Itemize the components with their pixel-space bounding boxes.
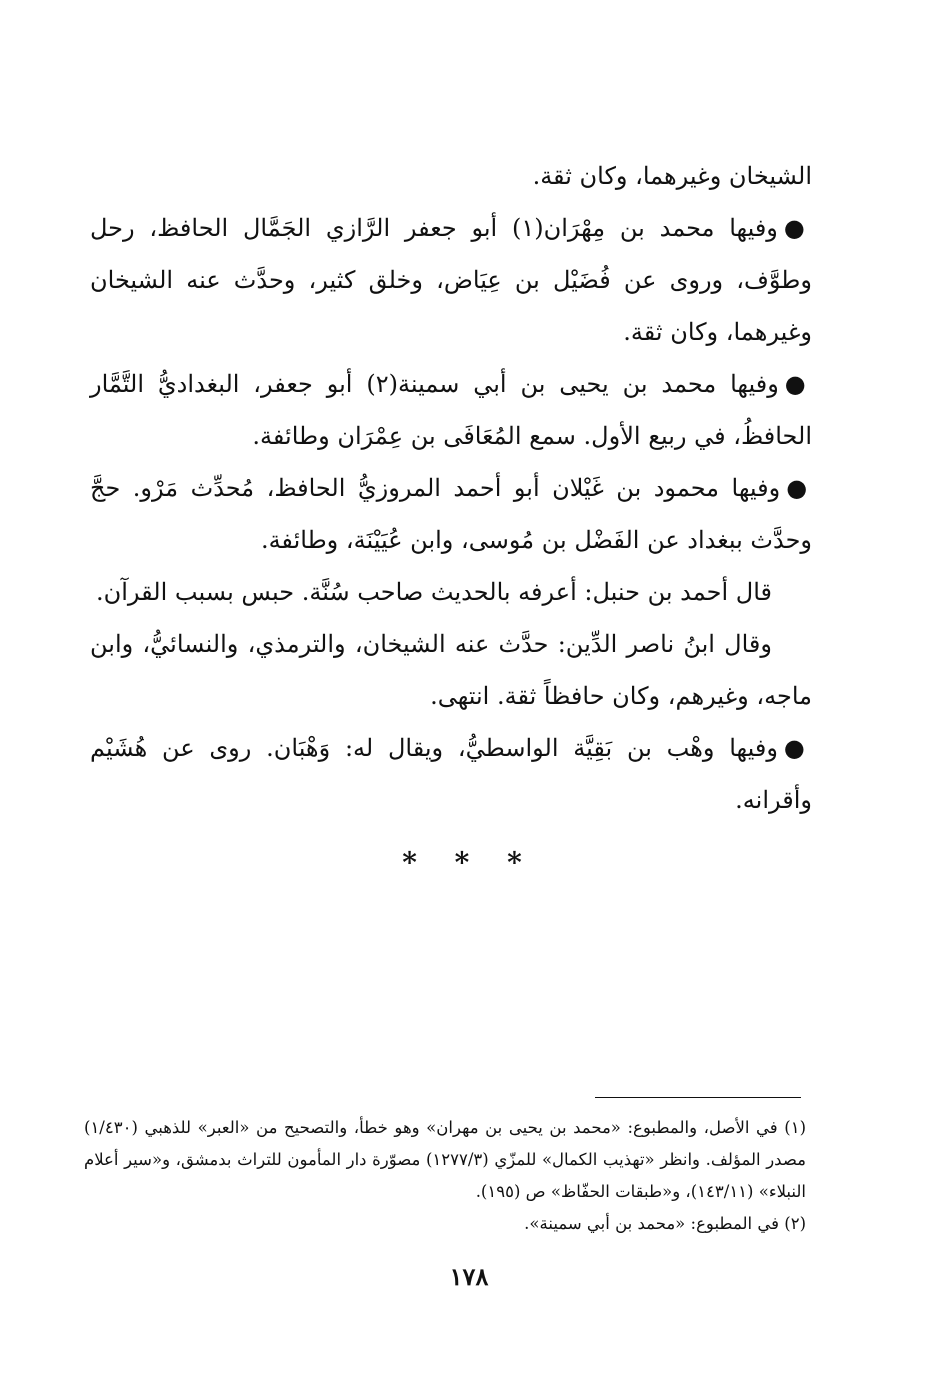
entry-muhammad-ibn-yahya <box>90 358 812 462</box>
bullet-icon: ● <box>783 214 812 242</box>
paragraph-continuation <box>90 150 812 202</box>
main-text <box>90 150 812 826</box>
footnote-1: (١) في الأصل، والمطبوع: «محمد بن يحيى بن مهران» وهو خطأ، والتصحيح من «العبر» للذهبي (١/٤٣٠) مصدر المؤلف. وانظر «تهذيب الكمال» للمزّي (١٢٧٧/٣) مصوّرة دار المأمون للتراث بدمشق، و«سير أعلام النبلاء» (١٤٣/١١)، و«طبقات الحفّاظ» ص (١٩٥). <box>84 1118 806 1201</box>
quote-ibn-nasir-al-din <box>90 618 812 722</box>
bullet-icon: ● <box>786 474 812 502</box>
paragraph-text: قال أحمد بن حنبل: أعرفه بالحديث صاحب سُنَّة. حبس بسبب القرآن. <box>95 578 772 606</box>
footnote-divider <box>595 1097 801 1098</box>
paragraph-text: وفيها محمود بن غَيْلان أبو أحمد المروزيُّ الحافظ، مُحدِّث مَرْو. حجَّ وحدَّث ببغداد عن الفَضْل بن مُوسى، وابن عُيَيْنَة، وطائفة. <box>90 474 812 554</box>
footnote-2: (٢) في المطبوع: «محمد بن أبي سمينة». <box>524 1214 806 1233</box>
paragraph-text: وفيها محمد بن يحيى بن أبي سمينة(٢) أبو جعفر، البغداديُّ التَّمَّار الحافظُ، في ربيع الأول. سمع المُعَافَى بن عِمْرَان وطائفة. <box>90 370 812 450</box>
paragraph-text: وقال ابنُ ناصر الدِّين: حدَّث عنه الشيخان، والترمذي، والنسائيُّ، وابن ماجه، وغيرهم، وكان حافظاً ثقة. انتهى. <box>90 630 812 710</box>
paragraph-text: الشيخان وغيرهما، وكان ثقة. <box>532 162 812 190</box>
quote-ahmad-ibn-hanbal <box>90 566 812 618</box>
page-number: ١٧٨ <box>449 1262 489 1291</box>
bullet-icon: ● <box>783 734 812 762</box>
bullet-icon: ● <box>784 370 812 398</box>
paragraph-text: وفيها محمد بن مِهْرَان(١) أبو جعفر الرَّازي الجَمَّال الحافظ، رحل وطوَّف، وروى عن فُضَيْل بن عِيَاض، وخلق كثير، وحدَّث عنه الشيخان وغيرهما، وكان ثقة. <box>90 214 812 346</box>
footnotes <box>84 1112 806 1240</box>
entry-wahb-ibn-baqiyya <box>90 722 812 826</box>
entry-muhammad-ibn-mihran <box>90 202 812 358</box>
section-separator: * * * <box>402 846 536 879</box>
paragraph-text: وفيها وهْب بن بَقِيَّة الواسطيُّ، ويقال له: وَهْبَان. روى عن هُشَيْم وأقرانه. <box>90 734 812 814</box>
entry-mahmud-ibn-ghaylan <box>90 462 812 566</box>
